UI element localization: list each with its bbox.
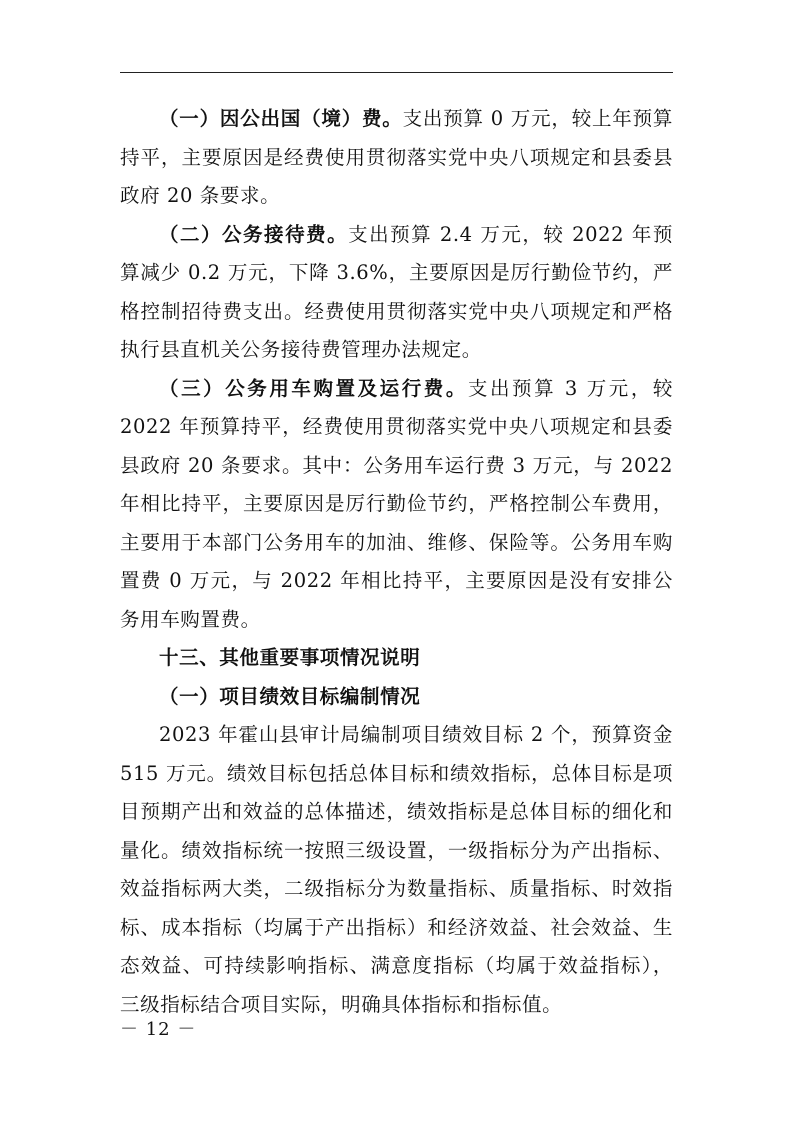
performance-paragraph: 2023 年霍山县审计局编制项目绩效目标 2 个，预算资金 515 万元。绩效目标包括总体目标和绩效指标，总体目标是项目预期产出和效益的总体描述，绩效指标是总体目标的细化和量化。绩效指标统一按照三级设置，一级指标分为产出指标、效益指标两大类，二级指标分为数量指标、质量指标、时效指标、成本指标（均属于产出指标）和经济效益、社会效益、生态效益、可持续影响指标、满意度指标（均属于效益指标），三级指标结合项目实际，明确具体指标和指标值。	[120, 723, 673, 1016]
section-official-reception	[120, 216, 673, 370]
section-body: 支出预算 3 万元，较 2022 年预算持平，经费使用贯彻落实党中央八项规定和县委县政府 20 条要求。其中：公务用车运行费 3 万元，与 2022 年相比持平，主要原因是厉行勤俭节约，严格控制公车费用，主要用于本部门公务用车的加油、维修、保险等。公务用车购置费 0 万元，与 2022 年相比持平，主要原因是没有安排公务用车购置费。	[120, 376, 673, 631]
page-number: － 12 －	[120, 1019, 197, 1040]
header-rule	[120, 72, 673, 73]
section-title: （一）因公出国（境）费。	[159, 107, 403, 130]
section-overseas-travel	[120, 100, 673, 216]
section-body: 支出预算 0 万元，较上年预算持平，主要原因是经费使用贯彻落实党中央八项规定和县委县政府 20 条要求。	[120, 107, 673, 207]
document-body	[120, 100, 673, 1024]
section-body: 支出预算 2.4 万元，较 2022 年预算减少 0.2 万元，下降 3.6%，主要原因是厉行勤俭节约，严格控制招待费支出。经费使用贯彻落实党中央八项规定和严格执行县直机关公务接待费管理办法规定。	[120, 222, 673, 361]
main-heading: 十三、其他重要事项情况说明	[159, 646, 421, 669]
section-official-vehicles	[120, 370, 673, 640]
sub-heading: （一）项目绩效目标编制情况	[159, 684, 421, 708]
section-title: （三）公务用车购置及运行费。	[159, 376, 468, 400]
section-title: （二）公务接待费。	[159, 222, 349, 246]
